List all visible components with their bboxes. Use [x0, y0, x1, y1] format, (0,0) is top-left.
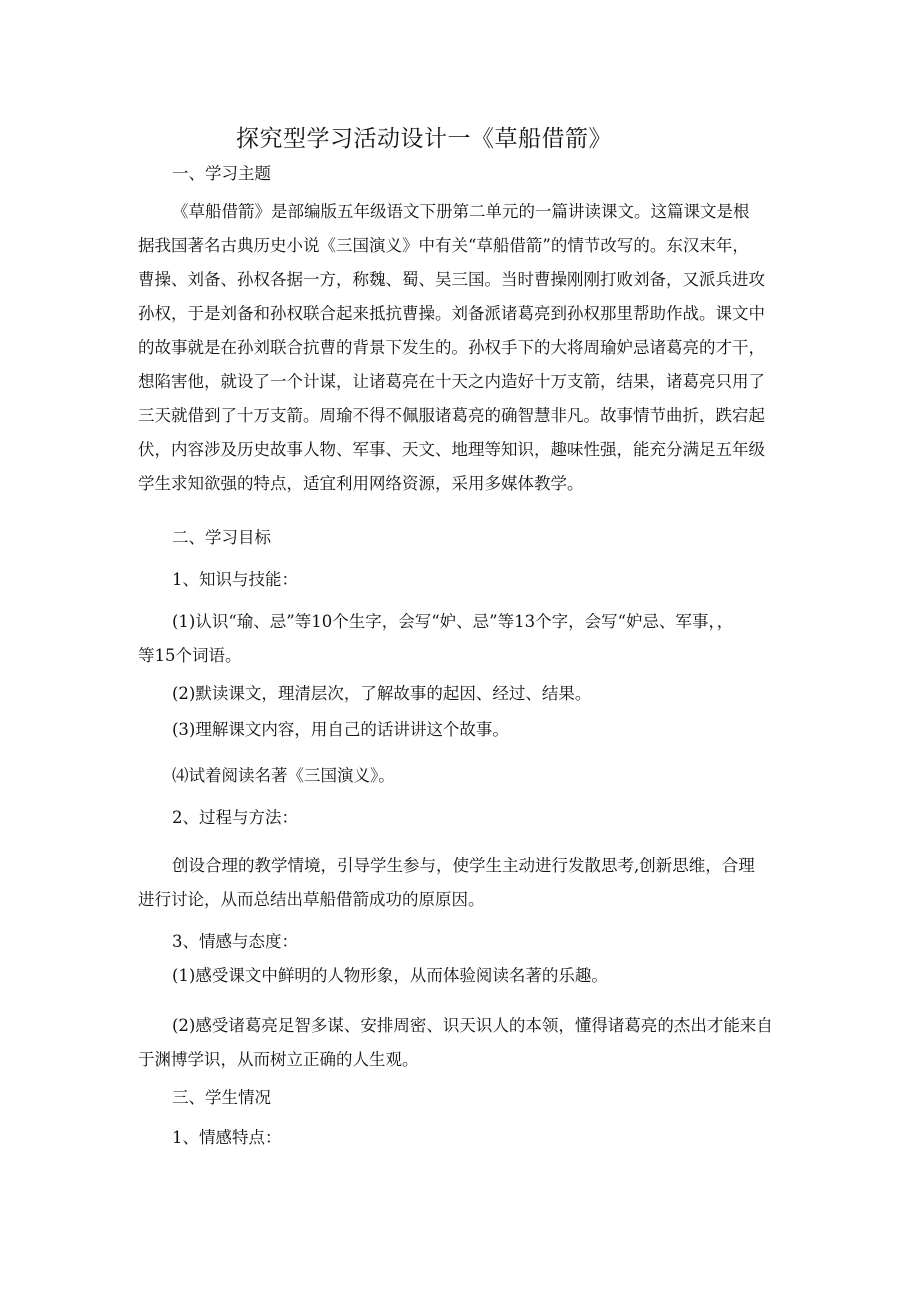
goal-item: (2)默读课文，理清层次，了解故事的起因、经过、结果。 [172, 684, 592, 703]
process-line: 创设合理的教学情境，引导学生参与，使学生主动进行发散思考,创新思维，合理 [172, 856, 755, 875]
goal-item: (3)理解课文内容，用自己的话讲讲这个故事。 [172, 720, 509, 739]
section-heading-topic: 一、学习主题 [172, 164, 271, 183]
intro-line: 孙权，于是刘备和孙权联合起来抵抗曹操。刘备派诸葛亮到孙权那里帮助作战。课文中 [138, 304, 765, 323]
subheading-emotional-traits: 1、情感特点： [172, 1128, 282, 1147]
emotion-item: (2)感受诸葛亮足智多谋、安排周密、识天识人的本领，懂得诸葛亮的杰出才能来自 [172, 1016, 773, 1035]
subheading-knowledge: 1、知识与技能： [172, 570, 298, 589]
intro-line: 伏，内容涉及历史故事人物、军事、天文、地理等知识，趣味性强，能充分满足五年级 [138, 440, 765, 459]
intro-line: 的故事就是在孙刘联合抗曹的背景下发生的。孙权手下的大将周瑜妒忌诸葛亮的才干， [138, 338, 765, 357]
goal-item-continuation: 等15个词语。 [138, 646, 242, 665]
section-heading-students: 三、学生情况 [172, 1088, 271, 1107]
subheading-emotion: 3、情感与态度： [172, 932, 298, 951]
emotion-item-continuation: 于渊博学识，从而树立正确的人生观。 [138, 1050, 419, 1069]
intro-line: 三天就借到了十万支箭。周瑜不得不佩服诸葛亮的确智慧非凡。故事情节曲折，跌宕起 [138, 406, 765, 425]
intro-line: 《草船借箭》是部编版五年级语文下册第二单元的一篇讲读课文。这篇课文是根 [172, 202, 750, 221]
intro-line: 想陷害他，就设了一个计谋，让诸葛亮在十天之内造好十万支箭，结果，诸葛亮只用了 [138, 372, 765, 391]
emotion-item: (1)感受课文中鲜明的人物形象，从而体验阅读名著的乐趣。 [172, 966, 608, 985]
subheading-process: 2、过程与方法： [172, 808, 298, 827]
goal-item: (1)认识“瑜、忌”等10个生字，会写“妒、忌”等13个字，会写“妒忌、军事，， [172, 612, 734, 631]
process-line: 进行讨论，从而总结出草船借箭成功的原原因。 [138, 890, 485, 909]
intro-line: 据我国著名古典历史小说《三国演义》中有关“草船借箭”的情节改写的。东汉末年， [138, 236, 749, 255]
intro-line: 曹操、刘备、孙权各据一方，称魏、蜀、吴三国。当时曹操刚刚打败刘备，又派兵进攻 [138, 270, 765, 289]
goal-item: ⑷试着阅读名著《三国演义》。 [172, 766, 395, 785]
section-heading-goals: 二、学习目标 [172, 528, 271, 547]
page-title: 探究型学习活动设计一《草船借箭》 [236, 126, 612, 152]
intro-line: 学生求知欲强的特点，适宜利用网络资源，采用多媒体教学。 [138, 474, 584, 493]
